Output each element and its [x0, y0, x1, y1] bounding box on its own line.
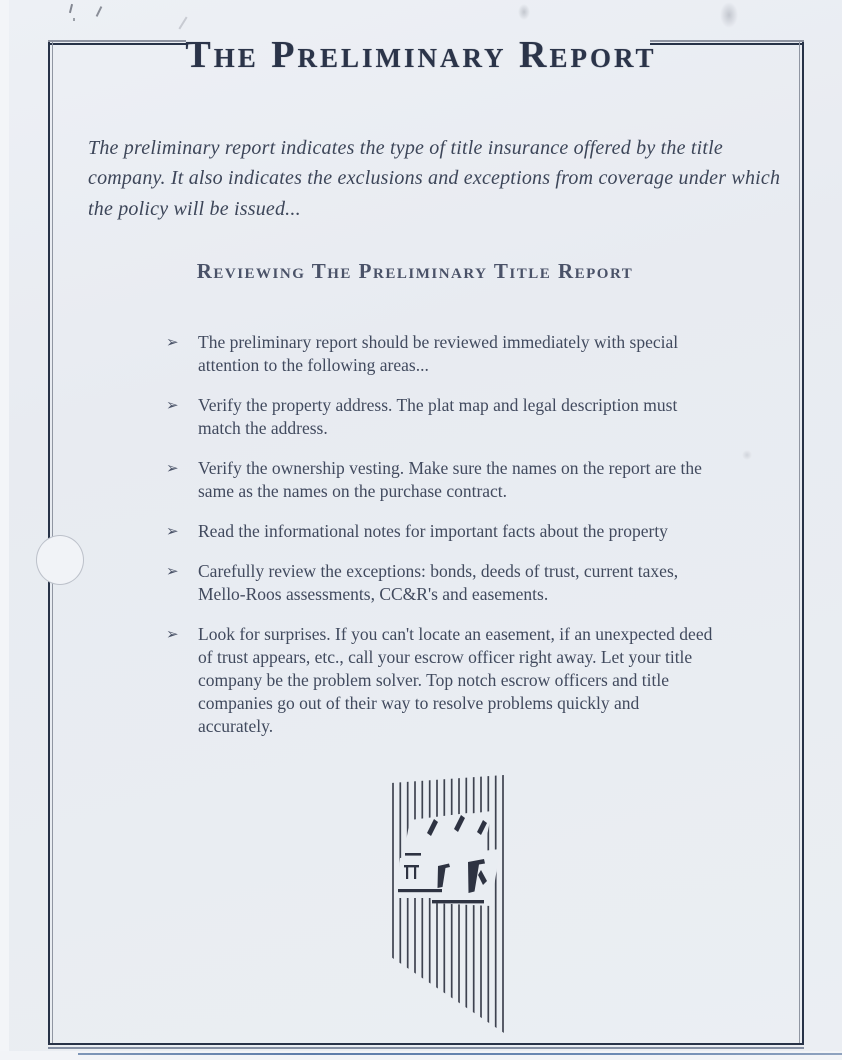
list-item: [166, 457, 718, 503]
pen-mark: [178, 17, 187, 30]
list-item: [166, 560, 718, 606]
arrow-bullet-icon: ➢: [166, 625, 179, 643]
arrow-bullet-icon: ➢: [166, 522, 179, 540]
list-item-text: Verify the ownership vesting. Make sure the names on the report are the same as the names on the purchase contract.: [198, 458, 702, 501]
page-title: The Preliminary Report: [185, 34, 657, 77]
list-item: [166, 623, 718, 738]
list-item-text: Read the informational notes for important facts about the property: [198, 521, 668, 541]
company-logo: [386, 770, 510, 1042]
scan-smudge: [742, 450, 752, 460]
arrow-bullet-icon: ➢: [166, 333, 179, 351]
list-item-text: Verify the property address. The plat map and legal description must match the address.: [198, 395, 678, 438]
list-item: [166, 520, 718, 543]
list-item: [166, 394, 718, 440]
pen-mark: [96, 6, 103, 17]
arrow-bullet-icon: ➢: [166, 562, 179, 580]
pen-mark: [69, 4, 73, 13]
scan-edge-left: [0, 0, 9, 1060]
arrow-bullet-icon: ➢: [166, 459, 179, 477]
list-item-text: Look for surprises. If you can't locate an easement, if an unexpected deed of trust appears, etc., call your escrow officer right away. Let your title company be the problem solver. Top notch escrow officers and title companies go out of their way to resolve problems quickly and accurately.: [198, 624, 713, 736]
hole-punch-mark: [36, 535, 84, 585]
pen-mark: [73, 18, 75, 21]
list-item-text: The preliminary report should be reviewed immediately with special attention to the following areas...: [198, 332, 679, 375]
scan-smudge: [720, 2, 738, 28]
scan-smudge: [518, 4, 530, 20]
bullet-list: [166, 331, 718, 755]
section-heading: Reviewing The Preliminary Title Report: [196, 259, 634, 284]
frame-border-bottom: [48, 1043, 804, 1049]
arrow-bullet-icon: ➢: [166, 396, 179, 414]
list-item: [166, 331, 718, 377]
scan-edge-blue-line: [78, 1053, 842, 1055]
list-item-text: Carefully review the exceptions: bonds, deeds of trust, current taxes, Mello-Roos assessments, CC&R's and easements.: [198, 561, 679, 604]
intro-paragraph: The preliminary report indicates the type of title insurance offered by the title company. It also indicates the exclusions and exceptions from coverage under which the policy will be issued...: [88, 137, 781, 220]
frame-border-right: [799, 42, 804, 1045]
